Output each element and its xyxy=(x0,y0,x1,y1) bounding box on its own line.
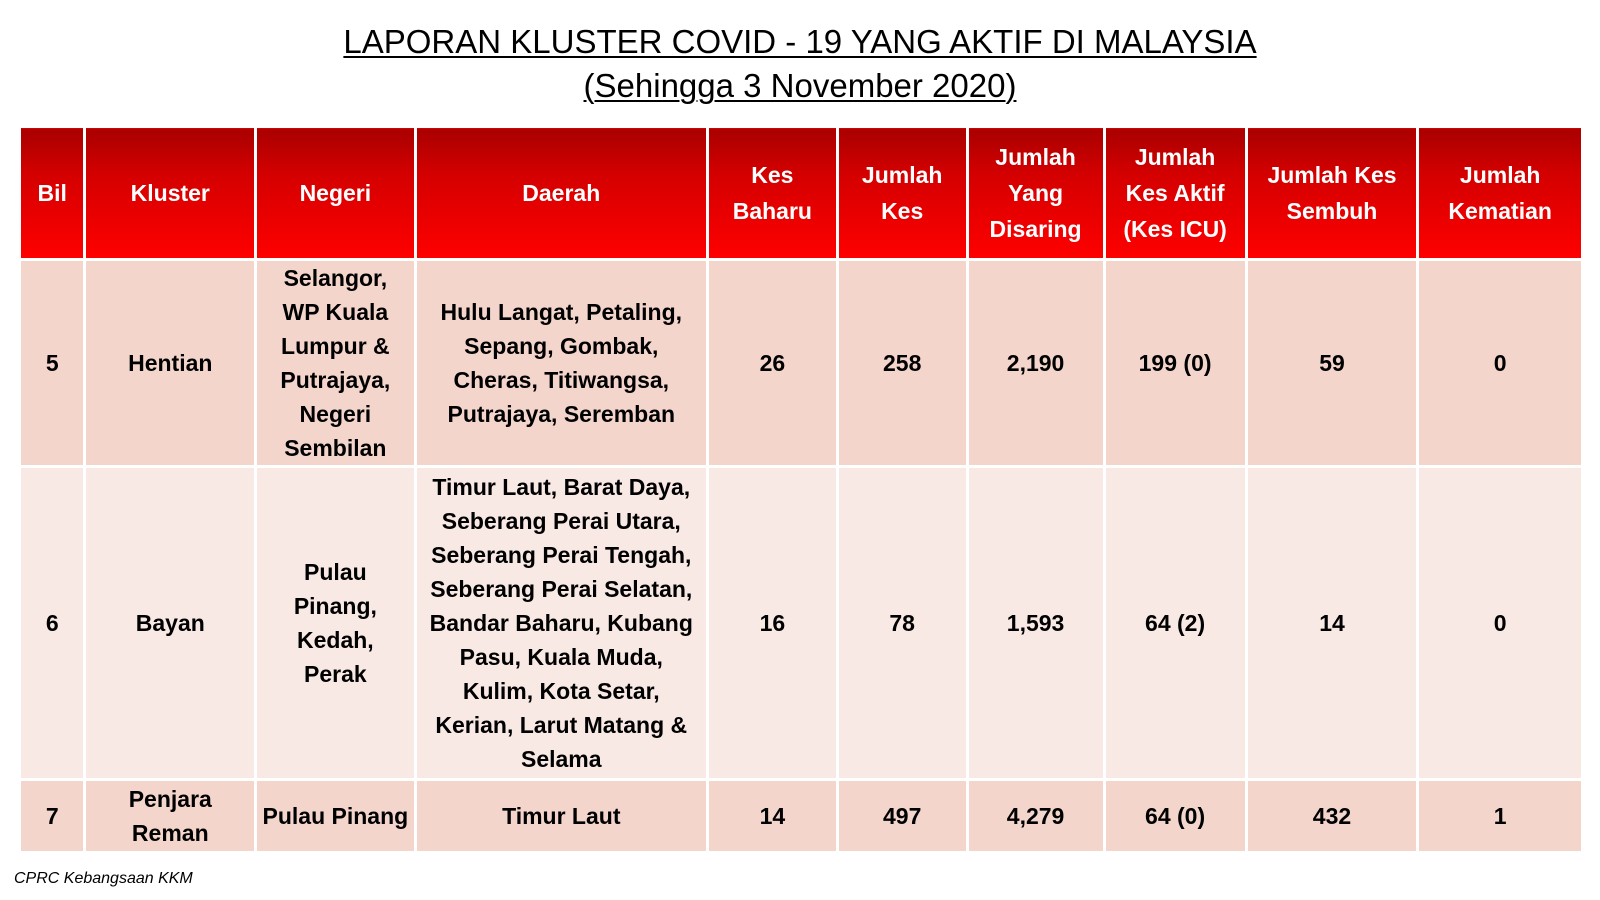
report-title-main: LAPORAN KLUSTER COVID - 19 YANG AKTIF DI MALAYSIA xyxy=(343,23,1257,60)
table-row xyxy=(20,467,1583,780)
cell-jumlah-kes: 78 xyxy=(837,467,967,780)
cell-jumlah-kes-sembuh: 59 xyxy=(1246,260,1418,467)
cell-daerah: Hulu Langat, Petaling, Sepang, Gombak, Cheras, Titiwangsa, Putrajaya, Seremban xyxy=(415,260,707,467)
cell-jumlah-disaring: 4,279 xyxy=(967,780,1104,853)
header-jumlah-disaring: Jumlah Yang Disaring xyxy=(967,127,1104,260)
header-jumlah-kematian: Jumlah Kematian xyxy=(1418,127,1583,260)
table-row xyxy=(20,260,1583,467)
cell-jumlah-kes: 497 xyxy=(837,780,967,853)
cell-jumlah-kes: 258 xyxy=(837,260,967,467)
cell-kes-baharu: 16 xyxy=(707,467,837,780)
header-kes-baharu: Kes Baharu xyxy=(707,127,837,260)
cell-jumlah-kes-sembuh: 432 xyxy=(1246,780,1418,853)
cell-daerah: Timur Laut, Barat Daya, Seberang Perai Utara, Seberang Perai Tengah, Seberang Perai Selatan, Bandar Baharu, Kubang Pasu, Kuala Muda, Kulim, Kota Setar, Kerian, Larut Matang & Selama xyxy=(415,467,707,780)
cell-jumlah-disaring: 1,593 xyxy=(967,467,1104,780)
cell-bil: 7 xyxy=(20,780,85,853)
cluster-table xyxy=(18,125,1584,854)
cell-bil: 5 xyxy=(20,260,85,467)
report-title-date: (Sehingga 3 November 2020) xyxy=(583,67,1017,104)
source-note: CPRC Kebangsaan KKM xyxy=(14,870,193,887)
table-header-row xyxy=(20,127,1583,260)
cell-jumlah-kematian: 1 xyxy=(1418,780,1583,853)
cell-kluster: Bayan xyxy=(85,467,256,780)
header-kluster: Kluster xyxy=(85,127,256,260)
cell-negeri: Pulau Pinang, Kedah, Perak xyxy=(256,467,415,780)
cell-jumlah-kematian: 0 xyxy=(1418,467,1583,780)
cell-negeri: Selangor, WP Kuala Lumpur & Putrajaya, Negeri Sembilan xyxy=(256,260,415,467)
cell-negeri: Pulau Pinang xyxy=(256,780,415,853)
cell-kes-baharu: 26 xyxy=(707,260,837,467)
cell-jumlah-kematian: 0 xyxy=(1418,260,1583,467)
header-daerah: Daerah xyxy=(415,127,707,260)
cell-jumlah-disaring: 2,190 xyxy=(967,260,1104,467)
cell-jumlah-kes-aktif: 199 (0) xyxy=(1104,260,1246,467)
cell-jumlah-kes-aktif: 64 (0) xyxy=(1104,780,1246,853)
cell-jumlah-kes-aktif: 64 (2) xyxy=(1104,467,1246,780)
table-row xyxy=(20,780,1583,853)
cell-kluster: Hentian xyxy=(85,260,256,467)
header-bil: Bil xyxy=(20,127,85,260)
header-jumlah-kes-aktif: Jumlah Kes Aktif (Kes ICU) xyxy=(1104,127,1246,260)
cell-jumlah-kes-sembuh: 14 xyxy=(1246,467,1418,780)
cell-kluster: Penjara Reman xyxy=(85,780,256,853)
header-negeri: Negeri xyxy=(256,127,415,260)
cell-kes-baharu: 14 xyxy=(707,780,837,853)
header-jumlah-kes-sembuh: Jumlah Kes Sembuh xyxy=(1246,127,1418,260)
report-title xyxy=(0,20,1600,108)
cell-daerah: Timur Laut xyxy=(415,780,707,853)
cell-bil: 6 xyxy=(20,467,85,780)
header-jumlah-kes: Jumlah Kes xyxy=(837,127,967,260)
